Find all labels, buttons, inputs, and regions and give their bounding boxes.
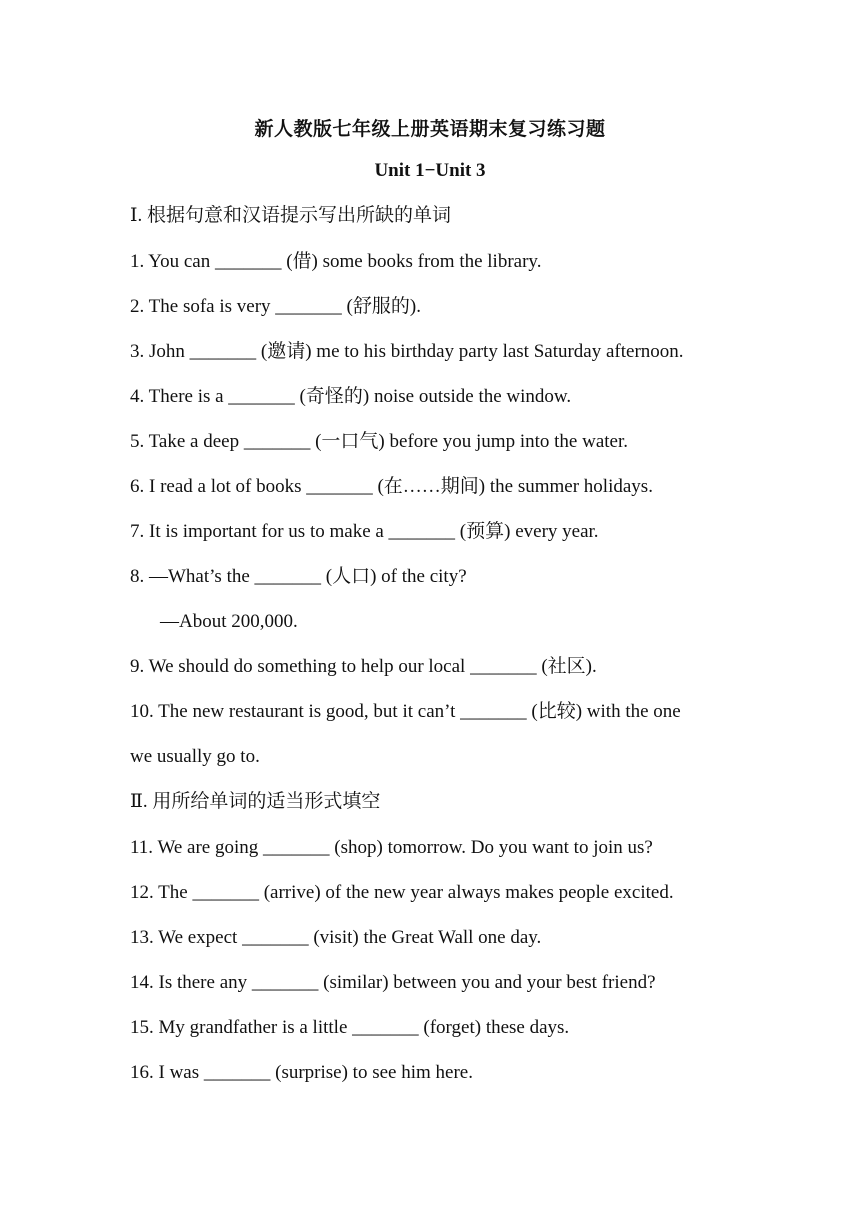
question-6: 6. I read a lot of books _______ (在……期间) the summer holidays. (130, 476, 653, 497)
question-8: 8. —What’s the _______ (人口) of the city? (130, 566, 467, 587)
question-13: 13. We expect _______ (visit) the Great Wall one day. (130, 927, 542, 948)
question-12: 12. The _______ (arrive) of the new year always makes people excited. (130, 882, 674, 903)
question-5: 5. Take a deep _______ (一口气) before you jump into the water. (130, 431, 628, 452)
question-15: 15. My grandfather is a little _______ (forget) these days. (130, 1017, 570, 1038)
question-16: 16. I was _______ (surprise) to see him here. (130, 1062, 473, 1083)
page-title: 新人教版七年级上册英语期末复习练习题 (254, 119, 606, 140)
question-2: 2. The sofa is very _______ (舒服的). (130, 296, 421, 317)
question-9: 9. We should do something to help our local _______ (社区). (130, 656, 597, 677)
question-3: 3. John _______ (邀请) me to his birthday party last Saturday afternoon. (130, 341, 684, 362)
question-14: 14. Is there any _______ (similar) between you and your best friend? (130, 972, 656, 993)
section-heading-2: Ⅱ. 用所给单词的适当形式填空 (130, 791, 381, 812)
question-7: 7. It is important for us to make a _______ (预算) every year. (130, 521, 599, 542)
question-4: 4. There is a _______ (奇怪的) noise outside the window. (130, 386, 572, 407)
page-subtitle: Unit 1−Unit 3 (374, 160, 486, 181)
question-8-answer-line: —About 200,000. (160, 611, 298, 632)
question-10-continuation: we usually go to. (130, 746, 260, 767)
section-heading-1: Ⅰ. 根据句意和汉语提示写出所缺的单词 (130, 205, 452, 226)
question-1: 1. You can _______ (借) some books from the library. (130, 251, 542, 272)
question-10: 10. The new restaurant is good, but it can’t _______ (比较) with the one (130, 701, 681, 722)
question-11: 11. We are going _______ (shop) tomorrow. Do you want to join us? (130, 837, 653, 858)
